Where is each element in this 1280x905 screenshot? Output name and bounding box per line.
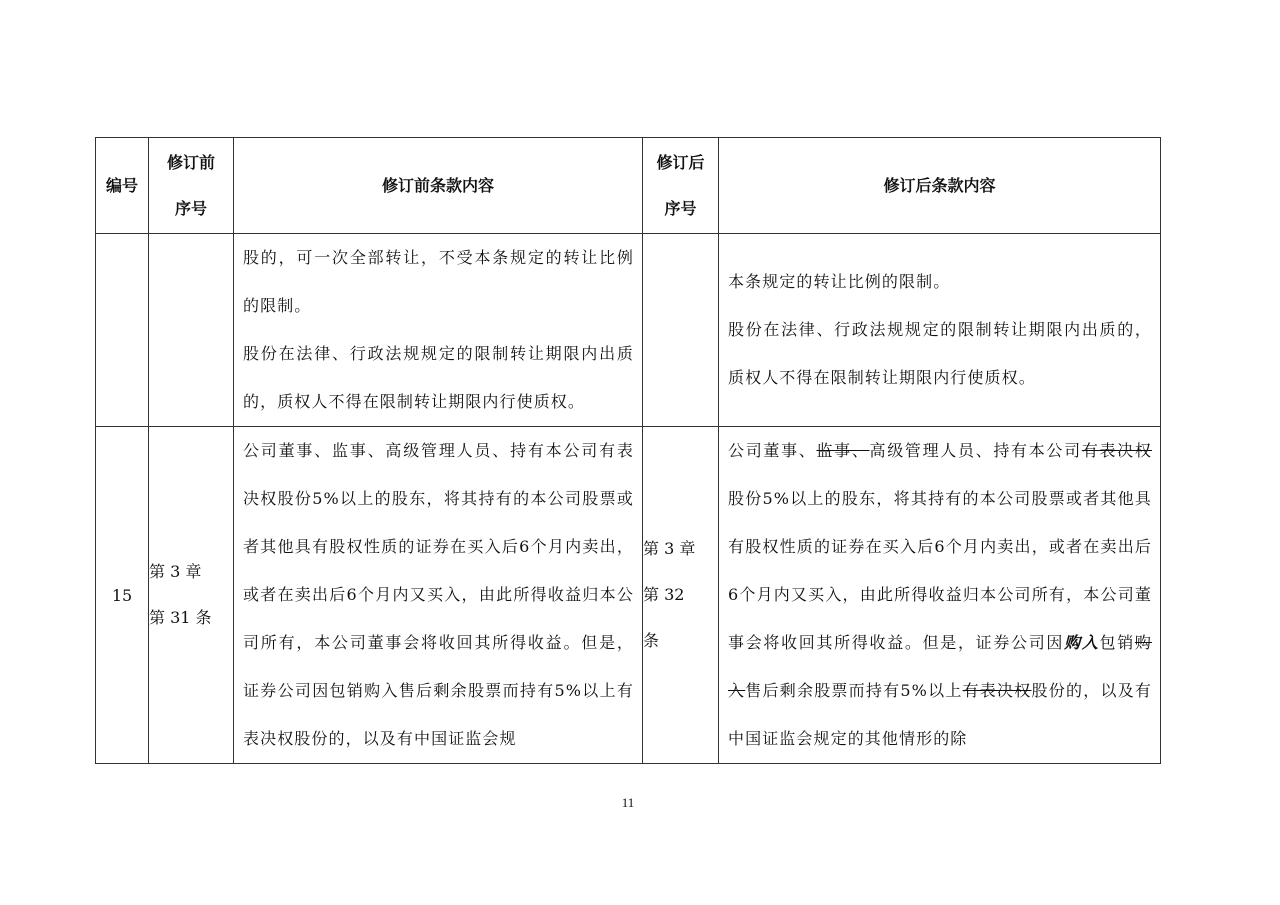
text-segment: 股份的，以及有中国证监会规定的其他情形的除 bbox=[728, 681, 1153, 748]
header-after-ref-line1: 修订后 bbox=[656, 152, 705, 172]
before-paragraph: 公司董事、监事、高级管理人员、持有本公司有表决权股份5%以上的股东，将其持有的本公司股票或者其他具有股权性质的证券在买入后6个月内卖出，或者在卖出后6个月内又买入，由此所得收益归本公司所有，本公司董事会将收回其所得收益。但是，证券公司因包销购入售后剩余股票而持有5%以上有表决权股份的，以及有中国证监会规 bbox=[243, 441, 634, 748]
after-paragraph: 本条规定的转让比例的限制。 bbox=[728, 272, 951, 291]
after-ref bbox=[643, 234, 719, 427]
after-content bbox=[719, 234, 1161, 427]
before-paragraph: 股的，可一次全部转让，不受本条规定的转让比例的限制。 bbox=[243, 248, 634, 315]
before-content bbox=[234, 427, 643, 764]
text-segment: 股份5%以上的股东，将其持有的本公司股票或者其他具有股权性质的证券在买入后6个月内卖出，或者在卖出后6个月内又买入，由此所得收益归本公司所有，本公司董事会将收回其所得收益。但是，证券公司因 bbox=[728, 489, 1152, 652]
deleted-text: 有表决权 bbox=[1081, 441, 1152, 460]
header-before-ref-line2: 序号 bbox=[174, 198, 207, 218]
after-ref bbox=[643, 427, 719, 764]
before-ref-chapter: 第 3 章 bbox=[149, 562, 202, 581]
before-ref bbox=[149, 234, 234, 427]
text-segment: 包销 bbox=[1099, 633, 1135, 652]
header-after-ref-line2: 序号 bbox=[664, 198, 697, 218]
text-segment: 高级管理人员、持有本公司 bbox=[869, 441, 1082, 460]
header-after-ref bbox=[643, 138, 719, 234]
after-content bbox=[719, 427, 1161, 764]
before-content bbox=[234, 234, 643, 427]
page-number: 11 bbox=[621, 795, 635, 810]
after-ref-article: 第 32 bbox=[643, 585, 685, 604]
table-row bbox=[96, 234, 1161, 427]
text-segment: 售后剩余股票而持有5%以上 bbox=[745, 681, 963, 700]
table-row bbox=[96, 427, 1161, 764]
deleted-text: 有表决权 bbox=[962, 681, 1032, 700]
before-paragraph: 股份在法律、行政法规规定的限制转让期限内出质的，质权人不得在限制转让期限内行使质权。 bbox=[243, 344, 634, 411]
text-segment: 公司董事、 bbox=[728, 441, 817, 460]
deleted-text: 购入 bbox=[728, 633, 1153, 700]
header-before-content: 修订前条款内容 bbox=[234, 138, 643, 234]
after-ref-article-suffix: 条 bbox=[643, 631, 660, 650]
header-before-ref-line1: 修订前 bbox=[166, 152, 215, 172]
after-paragraph: 股份在法律、行政法规规定的限制转让期限内出质的，质权人不得在限制转让期限内行使质权。 bbox=[728, 320, 1152, 387]
row-number: 15 bbox=[96, 427, 149, 764]
header-before-ref bbox=[149, 138, 234, 234]
before-ref-article: 第 31 条 bbox=[149, 608, 212, 627]
inserted-text: 购入 bbox=[1064, 633, 1100, 652]
before-ref bbox=[149, 427, 234, 764]
table-header-row bbox=[96, 138, 1161, 234]
revision-comparison-table bbox=[95, 137, 1161, 764]
after-paragraph bbox=[728, 427, 1152, 763]
deleted-text: 监事、 bbox=[816, 441, 870, 460]
header-after-content: 修订后条款内容 bbox=[719, 138, 1161, 234]
header-number: 编号 bbox=[96, 138, 149, 234]
after-ref-chapter: 第 3 章 bbox=[643, 539, 696, 558]
row-number bbox=[96, 234, 149, 427]
